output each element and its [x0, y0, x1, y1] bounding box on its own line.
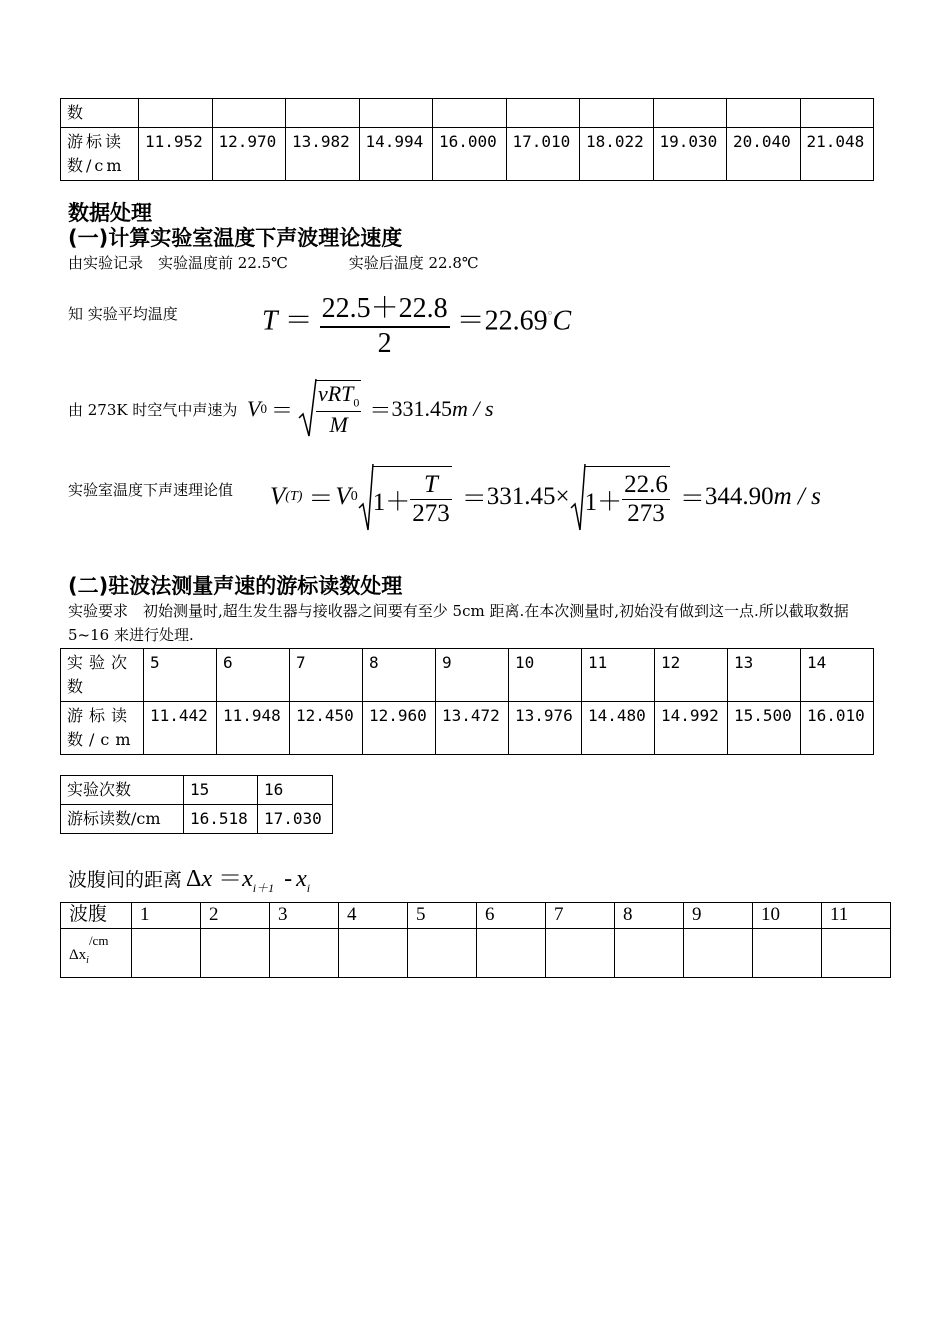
theory-equation: V (T) ＝ V 0 1＋ $\frac{T}{273}$ ＝ 331.45 × 1＋ $\frac{22.6}{273}$ ＝ 344.90 m / s: [270, 462, 821, 532]
table-row: [61, 776, 333, 805]
one-plus: 1＋: [372, 488, 411, 516]
denominator: M: [316, 411, 361, 438]
temp-after: 实验后温度 22.8℃: [348, 254, 479, 272]
avg-temp-label: 知 实验平均温度: [68, 305, 178, 323]
requirement-paragraph: 实验要求 初始测量时,超生发生器与接收器之间要有至少 5cm 距离.在本次测量时,初始没有做到这一点.所以截取数据 5~16 来进行处理.: [68, 602, 849, 644]
table-cell: 8: [615, 903, 684, 929]
table-cell: 18.022: [580, 128, 654, 181]
denominator: 2: [320, 326, 450, 360]
table-cell: 17.010: [506, 128, 580, 181]
dist-equation: $\Delta x =x_{i+1} - x_i$: [186, 866, 311, 895]
table-cell: 13.982: [286, 128, 360, 181]
row-label: 实验次数: [61, 776, 184, 805]
table-cell: 16: [258, 776, 333, 805]
sqrt-sign: [358, 462, 374, 532]
eq-symbol: V: [247, 396, 261, 421]
eq-mid: 331.45: [486, 483, 556, 510]
row-label: 游标读数/cm: [61, 805, 184, 834]
avg-temp-equation: T ＝ $\frac{22.5+22.8}{2}$ ＝22.69°C: [262, 286, 571, 360]
v0-symbol: V: [335, 483, 351, 510]
table-cell: 8: [363, 649, 436, 702]
table-cell: 12.960: [363, 702, 436, 755]
table-cell: 11: [582, 649, 655, 702]
fraction: $\frac{T}{273}$: [412, 471, 450, 527]
vernier-table-15-16: [60, 775, 333, 834]
temp-before: 由实验记录 实验温度前 22.5℃: [68, 254, 288, 272]
section-title: 数据处理: [68, 201, 152, 225]
table-cell: 9: [684, 903, 753, 929]
table-cell: 13: [728, 649, 801, 702]
table-cell: 11: [822, 903, 891, 929]
vernier-table-top: [60, 98, 874, 181]
row-label: 实验次数: [61, 649, 144, 702]
table-row: [61, 929, 891, 978]
table-cell: 16.518: [184, 805, 258, 834]
fraction: [320, 286, 450, 360]
row-label: $\Delta x_i^{/cm}$: [61, 929, 132, 978]
eq-subscript: 0: [260, 401, 267, 416]
table-cell: 13.976: [509, 702, 582, 755]
row-label: 波腹: [61, 903, 132, 929]
table-cell: 12.450: [290, 702, 363, 755]
table-row: [61, 99, 874, 128]
table-cell: 13.472: [436, 702, 509, 755]
speed-label: 由 273K 时空气中声速为: [68, 401, 238, 419]
table-cell: 21.048: [800, 128, 874, 181]
table-cell: 16.000: [433, 128, 507, 181]
sqrt-sign: [297, 378, 317, 440]
eq-unit: m / s: [773, 483, 821, 510]
subsection-title-2: (二)驻波法测量声速的游标读数处理: [68, 574, 403, 598]
table-cell: 6: [477, 903, 546, 929]
table-cell: 9: [436, 649, 509, 702]
fraction: [316, 380, 361, 437]
sqrt-sign: [570, 462, 586, 532]
numerator: 22.5＋22.8: [321, 293, 448, 324]
table-cell: 4: [339, 903, 408, 929]
table-cell: 16.010: [801, 702, 874, 755]
row-label: 游标读数/cm: [61, 128, 139, 181]
table-row: [61, 649, 874, 702]
eq-symbol: V: [270, 483, 286, 510]
table-cell: 14.480: [582, 702, 655, 755]
table-cell: 7: [546, 903, 615, 929]
antinode-distance-line: [68, 858, 310, 896]
table-cell: 2: [201, 903, 270, 929]
table-cell: 3: [270, 903, 339, 929]
table-cell: 7: [290, 649, 363, 702]
table-cell: 20.040: [727, 128, 801, 181]
table-cell: 1: [132, 903, 201, 929]
table-row: [61, 903, 891, 929]
speed-equation: V 0 ＝ $\frac{\nu RT_0}{M}$ ＝ 331.45 m / s: [247, 378, 494, 440]
table-cell: 14: [801, 649, 874, 702]
table-row: [61, 702, 874, 755]
row-label: 数: [61, 99, 139, 128]
theory-label: 实验室温度下声速理论值: [68, 481, 234, 499]
table-cell: 15: [184, 776, 258, 805]
vernier-table-5-14: [60, 648, 874, 755]
eq-unit: m / s: [451, 396, 494, 421]
dist-label: 波腹间的距离: [68, 869, 183, 891]
eq-result: 344.90: [704, 483, 774, 510]
table-cell: 14.994: [359, 128, 433, 181]
eq-result: 331.45: [391, 396, 452, 421]
numerator: νRT$_0$: [317, 381, 360, 410]
eq-symbol: T: [262, 305, 278, 337]
eq-result: 22.69: [484, 305, 548, 337]
table-cell: 6: [217, 649, 290, 702]
table-cell: 12.970: [212, 128, 286, 181]
eq-subscript: (T): [285, 489, 303, 504]
table-cell: 11.442: [144, 702, 217, 755]
fraction: $\frac{22.6}{273}$: [624, 471, 668, 527]
table-cell: 17.030: [258, 805, 333, 834]
table-cell: 11.952: [139, 128, 213, 181]
table-cell: 10: [753, 903, 822, 929]
table-row: [61, 805, 333, 834]
eq-unit: C: [552, 305, 572, 337]
record-line: [68, 251, 768, 275]
subsection-title-1: (一)计算实验室温度下声波理论速度: [68, 226, 403, 250]
table-cell: 19.030: [653, 128, 727, 181]
table-cell: 15.500: [728, 702, 801, 755]
row-label: 游标读数/cm: [61, 702, 144, 755]
table-cell: 10: [509, 649, 582, 702]
table-cell: 14.992: [655, 702, 728, 755]
degree-mark: °: [547, 308, 553, 323]
antinode-table: [60, 902, 891, 978]
table-cell: 12: [655, 649, 728, 702]
table-cell: 5: [408, 903, 477, 929]
table-cell: 5: [144, 649, 217, 702]
table-row: [61, 128, 874, 181]
table-cell: 11.948: [217, 702, 290, 755]
times-sign: ×: [555, 483, 570, 510]
